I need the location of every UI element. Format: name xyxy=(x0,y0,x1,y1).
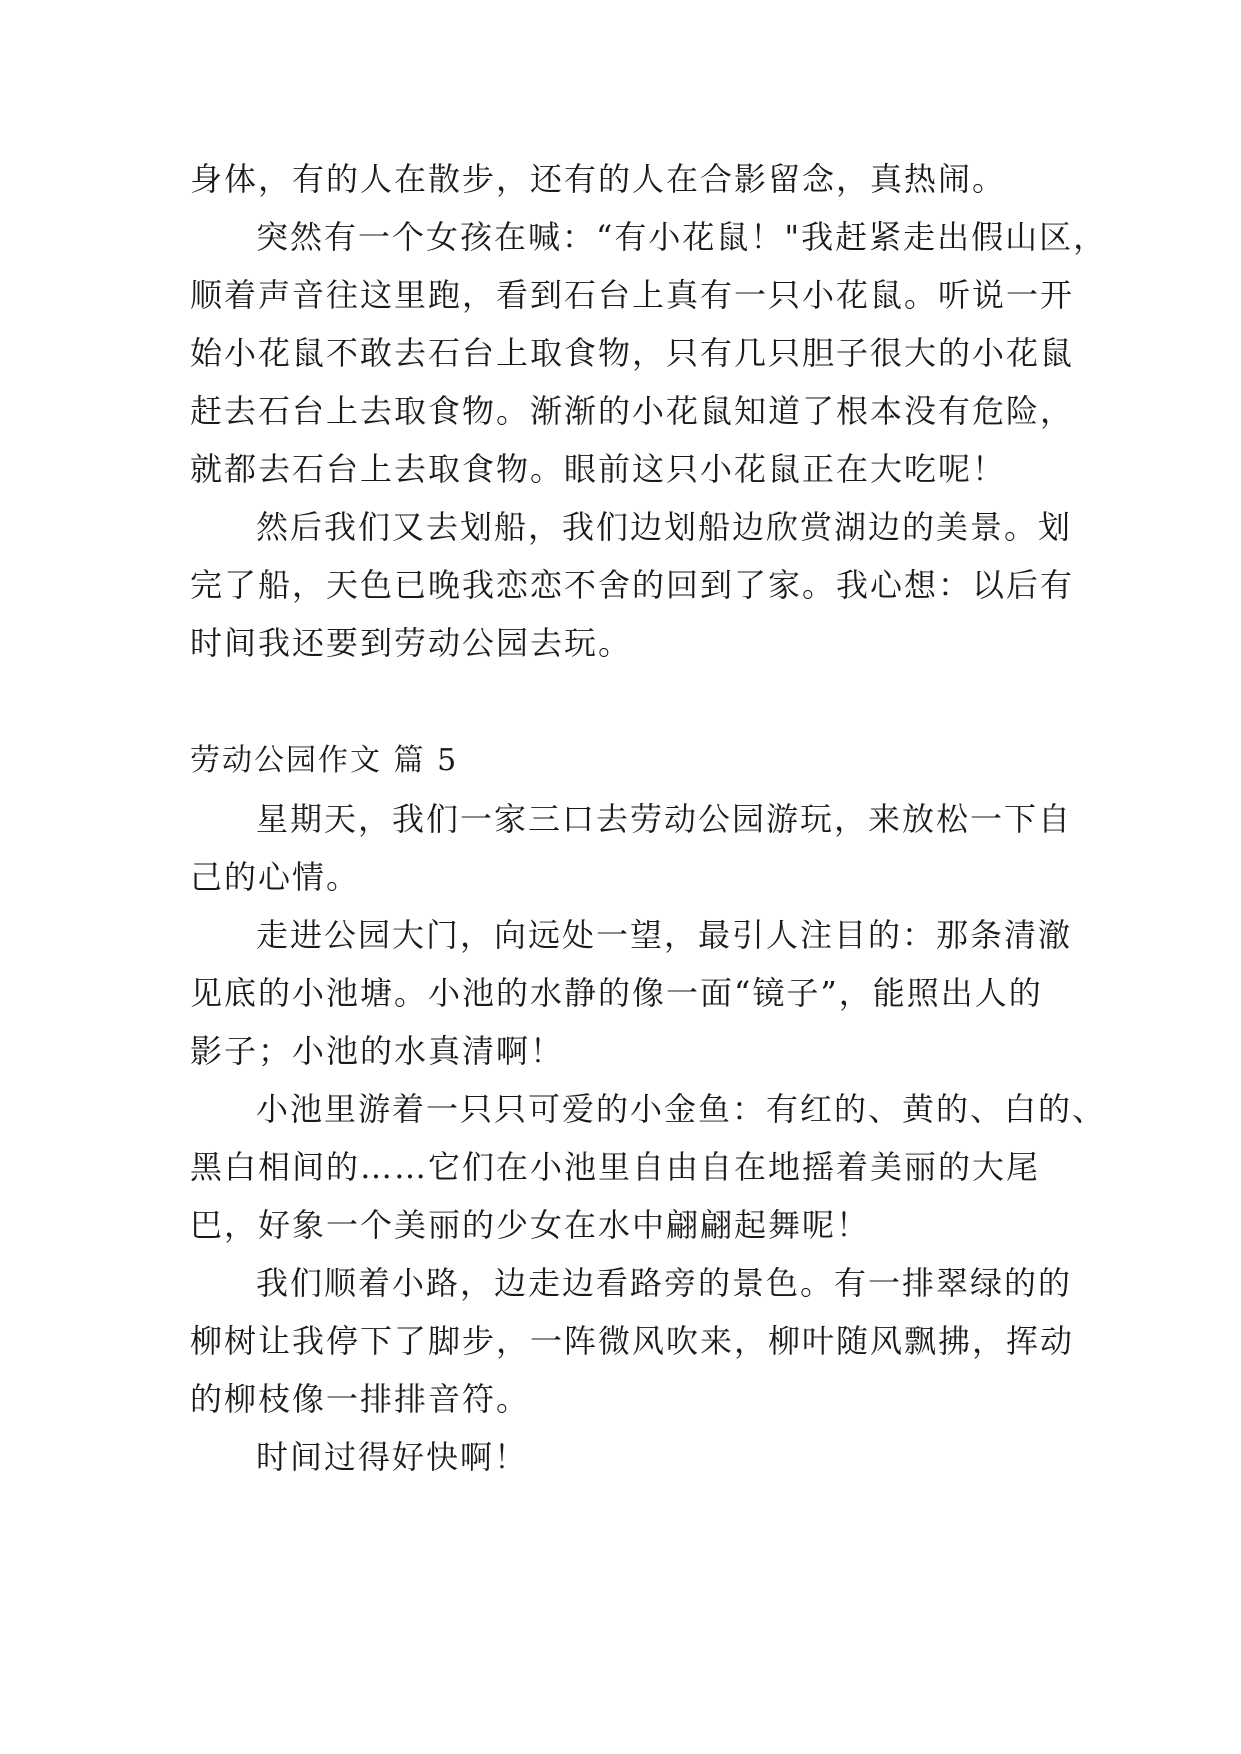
text-line: 柳树让我停下了脚步，一阵微风吹来，柳叶随风飘拂，挥动 xyxy=(190,1322,1075,1360)
text-line: 始小花鼠不敢去石台上取食物，只有几只胆子很大的小花鼠 xyxy=(190,334,1075,372)
section-spacer xyxy=(190,672,1070,732)
section-heading: 劳动公园作文 篇 5 xyxy=(190,743,459,778)
text-line: 己的心情。 xyxy=(190,858,361,896)
text-line: 完了船，天色已晚我恋恋不舍的回到了家。我心想：以后有 xyxy=(190,566,1075,604)
text-line: 见底的小池塘。小池的水静的像一面“镜子”，能照出人的 xyxy=(190,974,1043,1012)
paragraph-start-line: 走进公园大门，向远处一望，最引人注目的：那条清澈 xyxy=(256,916,1073,954)
paragraph-start-line: 时间过得好快啊！ xyxy=(256,1438,529,1476)
text-line: 黑白相间的……它们在小池里自由自在地摇着美丽的大尾 xyxy=(190,1148,1041,1186)
text-line: 顺着声音往这里跑，看到石台上真有一只小花鼠。听说一开 xyxy=(190,276,1075,314)
paragraph-start-line: 突然有一个女孩在喊：“有小花鼠！"我赶紧走出假山区， xyxy=(256,218,1108,256)
paragraph-start-line: 星期天，我们一家三口去劳动公园游玩，来放松一下自 xyxy=(256,800,1073,838)
paragraph-start-line: 我们顺着小路，边走边看路旁的景色。有一排翠绿的的 xyxy=(256,1264,1073,1302)
paragraph-start-line: 小池里游着一只只可爱的小金鱼：有红的、黄的、白的、 xyxy=(256,1090,1107,1128)
text-line: 就都去石台上去取食物。眼前这只小花鼠正在大吃呢！ xyxy=(190,450,1007,488)
paragraph-start-line: 然后我们又去划船，我们边划船边欣赏湖边的美景。划 xyxy=(256,508,1073,546)
text-line: 赶去石台上去取食物。渐渐的小花鼠知道了根本没有危险， xyxy=(190,392,1075,430)
text-line: 时间我还要到劳动公园去玩。 xyxy=(190,624,633,662)
text-line: 影子；小池的水真清啊！ xyxy=(190,1032,565,1070)
text-line: 身体，有的人在散步，还有的人在合影留念，真热闹。 xyxy=(190,160,1007,198)
text-line: 巴，好象一个美丽的少女在水中翩翩起舞呢！ xyxy=(190,1206,871,1244)
document-page xyxy=(190,150,1108,1486)
text-line: 的柳枝像一排排音符。 xyxy=(190,1380,531,1418)
